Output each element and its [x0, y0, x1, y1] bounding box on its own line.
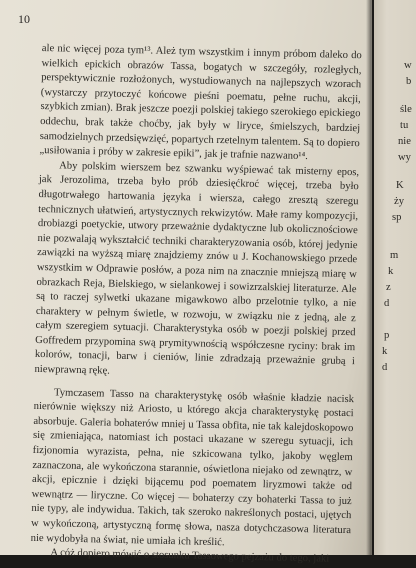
next-page-fragment: nie	[398, 136, 411, 147]
next-page-fragment: śle	[400, 104, 412, 115]
next-page-fragment: p	[384, 330, 390, 341]
book-page-right-edge	[374, 0, 416, 555]
next-page-fragment: m	[390, 250, 399, 261]
paragraph-4: A cóż dopiero mówić o stosunku Tassowego pejzażu do tego, jaki	[50, 547, 330, 565]
next-page-fragment: k	[382, 346, 388, 357]
next-page-fragment: k	[388, 266, 394, 277]
next-page-fragment: d	[382, 362, 388, 373]
body-text	[30, 42, 362, 568]
paragraph-2: Aby polskim wierszem bez szwanku wyśpiewać tak misterny epos, jak Jerozolima, trzeba było prób dziesięćkroć więcej, trzeba było długotrwałego hartowania języka i wiersza, całego zresztą szeregu technicznych ułatwień, artystycznych rekwizytów. Małe ramy kompozycji, drobiazgi poetyckie, utwory przeważnie dydaktyczne lub okolicznościowe nie pozwalają wykształcić techniki charakteryzowania osób, której jedynie zawiązki na wyższą miarę znajdziemy znów u J. Kochanowskiego przede wszystkim w Odprawie posłów, a poza nim na znacznie mniejszą miarę w obrazkach Reja, Bielskiego, w sielankowej i sowizrzalskiej literaturze. Ale są to raczej sylwetki ukazane migawkowo albo przelotnie tylko, a nie charaktery w pełnym świetle, w rozwoju, w związku nie z jedną, ale z całym szeregiem sytuacji. Charakterystyka osób w poezji polskiej przed Goffredem przypomina swą prymitywnością współczesne ryciny: brak im kolorów, tonacji, barw i cieniów, linie zdradzają przeważnie grubą i niewprawną rękę.	[34, 160, 360, 377]
next-page-fragment: sp	[392, 212, 402, 223]
paragraph-3: Tymczasem Tasso na charakterystykę osób właśnie kładzie nacisk nierównie większy niż Ariosto, u którego akcja charakterystykę postaci absorbuje. Galeria bohaterów mniej u Tassa obfita, nie tak kalejdoskopowo się zmieniająca, natomiast ich postaci ukazane w szeregu sytuacji, ich fizjonomia wyrazista, pełna, nie szkicowana tylko, jakoby węglem zaznaczona, ale wykończona starannie, oświetlona niejako od zewnątrz, w akcji, epicznie i dzięki bijącemu pod poematem liryzmowi także od wewnątrz — liryczne. Co więcej — bohaterzy czy bohaterki Tassa to już nie typy, ale indywidua. Takich, tak szeroko nakreślonych postaci, ujętych w wykończoną, artystyczną formę słowa, nasza dotychczasowa literatura nie wydobyła na świat, nie umiała ich kreślić.	[30, 387, 355, 548]
paragraph-1: ale nic więcej poza tym¹³. Ależ tym wszystkim i innym próbom daleko do wielkich epickich obrazów Tassa, bogatych w szczegóły, rozległych, perspektywicznie rozłożonych, wystudiowanych na najlepszych wzorach (wystarczy przytoczyć końcowe pieśni poematu, pełne ruchu, akcji, szybkich zmian). Brak jeszcze poezji polskiej takiego szerokiego epickiego oddechu, brak także choćby, jak były w liryce, śmielszych, bardziej samodzielnych przedsięwzięć, popartych rzetelnym talentem. Są to dopiero „usiłowania i próby w zakresie epiki”, jak je trafnie nazwano¹⁴.	[39, 42, 362, 163]
next-page-fragment: tu	[400, 120, 409, 131]
next-page-fragment: wy	[398, 152, 411, 163]
next-page-fragment: d	[384, 298, 390, 309]
next-page-fragment: b	[406, 76, 412, 87]
next-page-fragment: w	[404, 60, 412, 71]
next-page-fragment: K	[396, 180, 404, 191]
next-page-fragment: ży	[394, 196, 404, 207]
page-number: 10	[18, 12, 30, 26]
next-page-fragment: z	[386, 282, 391, 293]
